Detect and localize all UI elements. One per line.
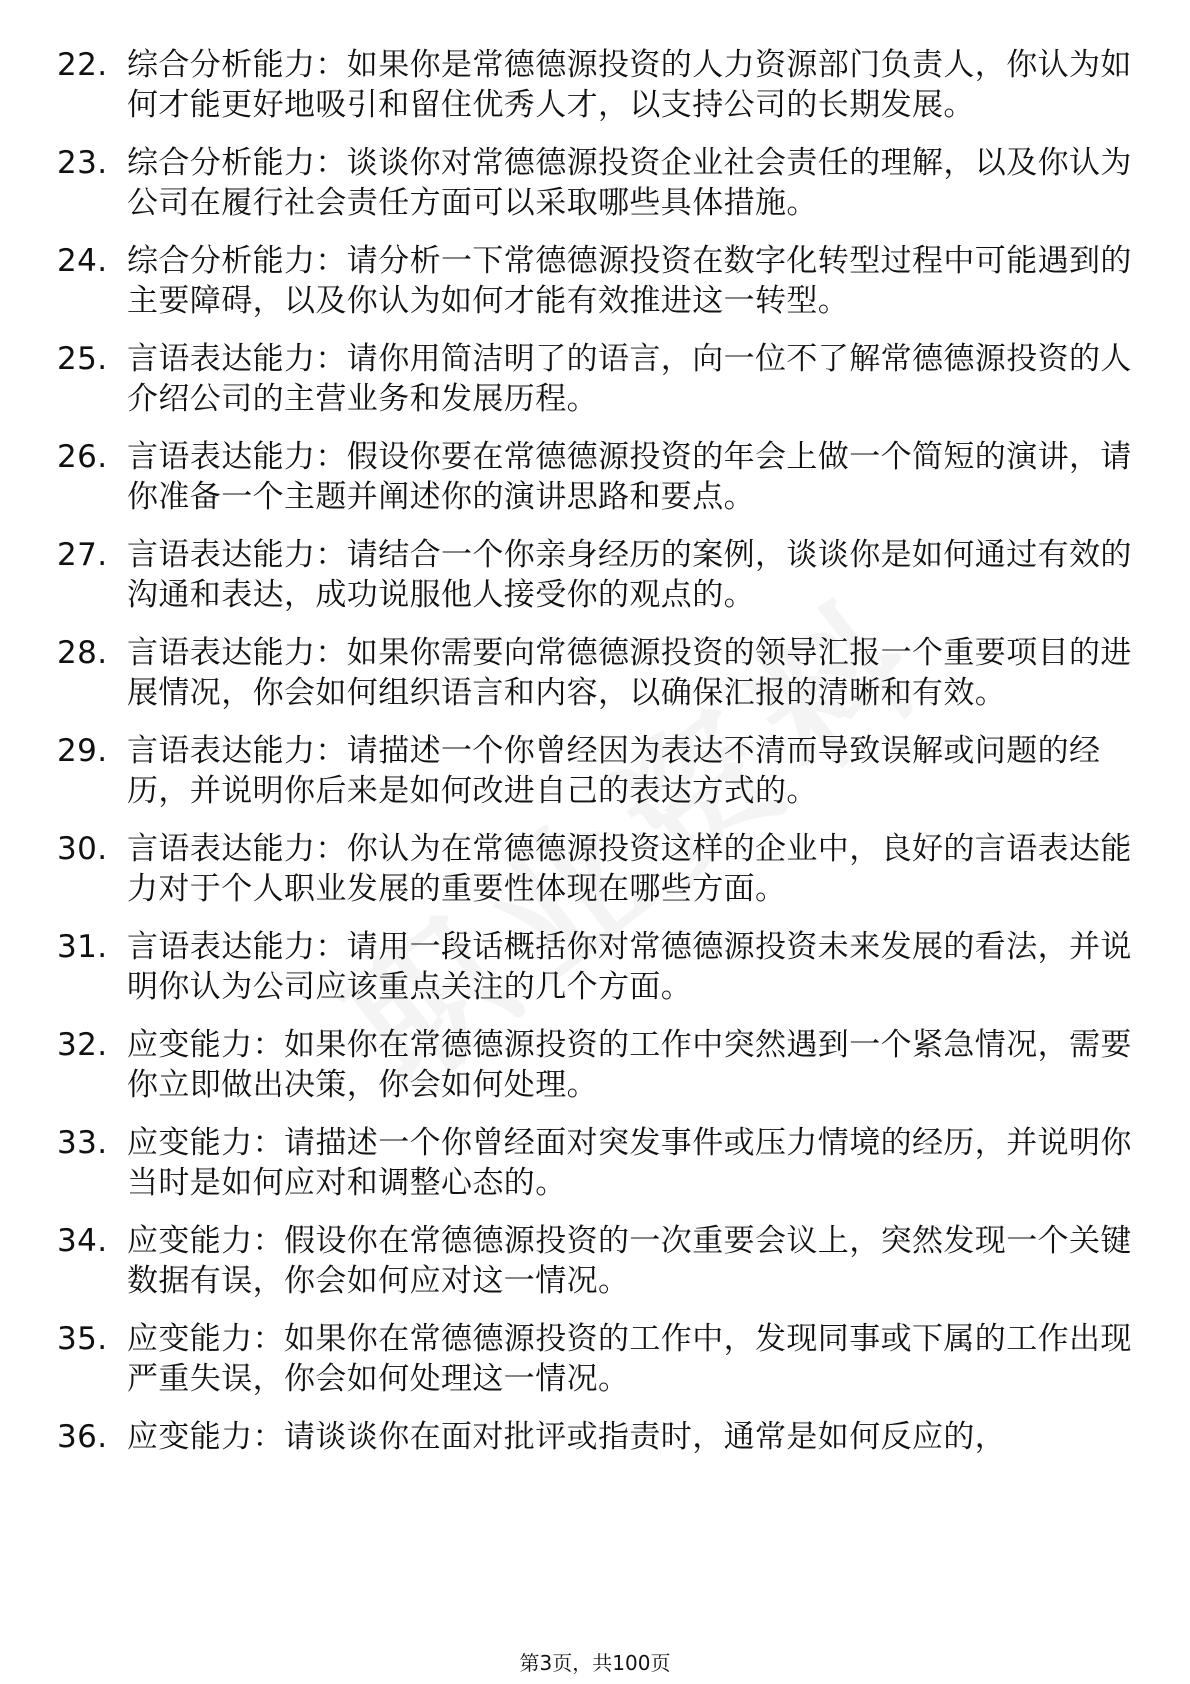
question-text: 言语表达能力：请描述一个你曾经因为表达不清而导致误解或问题的经历，并说明你后来是如何改进自己的表达方式的。 — [127, 733, 1101, 809]
question-text: 综合分析能力：如果你是常德德源投资的人力资源部门负责人，你认为如何才能更好地吸引和留住优秀人才，以支持公司的长期发展。 — [127, 47, 1132, 123]
question-text: 应变能力：如果你在常德德源投资的工作中，发现同事或下属的工作出现严重失误，你会如何处理这一情况。 — [127, 1321, 1132, 1397]
page-number-label: 第3页，共100页 — [519, 1651, 671, 1675]
question-number: 22. — [57, 47, 108, 83]
question-number: 33. — [57, 1125, 108, 1161]
question-item — [57, 1417, 1132, 1457]
question-item — [57, 241, 1132, 321]
question-number: 31. — [57, 929, 108, 965]
question-number: 32. — [57, 1027, 108, 1063]
question-item — [57, 1319, 1132, 1399]
question-item — [57, 927, 1132, 1007]
question-number: 23. — [57, 145, 108, 181]
question-item — [57, 633, 1132, 713]
question-text: 应变能力：请谈谈你在面对批评或指责时，通常是如何反应的， — [127, 1419, 1007, 1455]
question-text: 应变能力：请描述一个你曾经面对突发事件或压力情境的经历，并说明你当时是如何应对和调整心态的。 — [127, 1125, 1132, 1201]
question-item — [57, 1221, 1132, 1301]
page-footer — [0, 1650, 1190, 1676]
question-text: 言语表达能力：你认为在常德德源投资这样的企业中，良好的言语表达能力对于个人职业发展的重要性体现在哪些方面。 — [127, 831, 1132, 907]
question-number: 28. — [57, 635, 108, 671]
question-number: 24. — [57, 243, 108, 279]
question-item — [57, 437, 1132, 517]
question-text: 言语表达能力：请结合一个你亲身经历的案例，谈谈你是如何通过有效的沟通和表达，成功说服他人接受你的观点的。 — [127, 537, 1132, 613]
question-number: 35. — [57, 1321, 108, 1357]
question-text: 言语表达能力：请你用简洁明了的语言，向一位不了解常德德源投资的人介绍公司的主营业务和发展历程。 — [127, 341, 1132, 417]
question-number: 25. — [57, 341, 108, 377]
question-item — [57, 731, 1132, 811]
question-text: 综合分析能力：谈谈你对常德德源投资企业社会责任的理解，以及你认为公司在履行社会责任方面可以采取哪些具体措施。 — [127, 145, 1132, 221]
question-item — [57, 143, 1132, 223]
question-number: 30. — [57, 831, 108, 867]
question-text: 应变能力：假设你在常德德源投资的一次重要会议上，突然发现一个关键数据有误，你会如何应对这一情况。 — [127, 1223, 1132, 1299]
question-text: 综合分析能力：请分析一下常德德源投资在数字化转型过程中可能遇到的主要障碍，以及你认为如何才能有效推进这一转型。 — [127, 243, 1132, 319]
question-text: 言语表达能力：请用一段话概括你对常德德源投资未来发展的看法，并说明你认为公司应该重点关注的几个方面。 — [127, 929, 1132, 1005]
question-list — [57, 45, 1132, 1475]
question-text: 言语表达能力：如果你需要向常德德源投资的领导汇报一个重要项目的进展情况，你会如何组织语言和内容，以确保汇报的清晰和有效。 — [127, 635, 1132, 711]
question-item — [57, 1025, 1132, 1105]
question-item — [57, 339, 1132, 419]
question-item — [57, 1123, 1132, 1203]
question-item — [57, 829, 1132, 909]
question-item — [57, 45, 1132, 125]
question-text: 言语表达能力：假设你要在常德德源投资的年会上做一个简短的演讲，请你准备一个主题并阐述你的演讲思路和要点。 — [127, 439, 1132, 515]
question-number: 36. — [57, 1419, 108, 1455]
question-number: 34. — [57, 1223, 108, 1259]
question-item — [57, 535, 1132, 615]
question-number: 27. — [57, 537, 108, 573]
question-number: 26. — [57, 439, 108, 475]
question-text: 应变能力：如果你在常德德源投资的工作中突然遇到一个紧急情况，需要你立即做出决策，你会如何处理。 — [127, 1027, 1132, 1103]
question-number: 29. — [57, 733, 108, 769]
